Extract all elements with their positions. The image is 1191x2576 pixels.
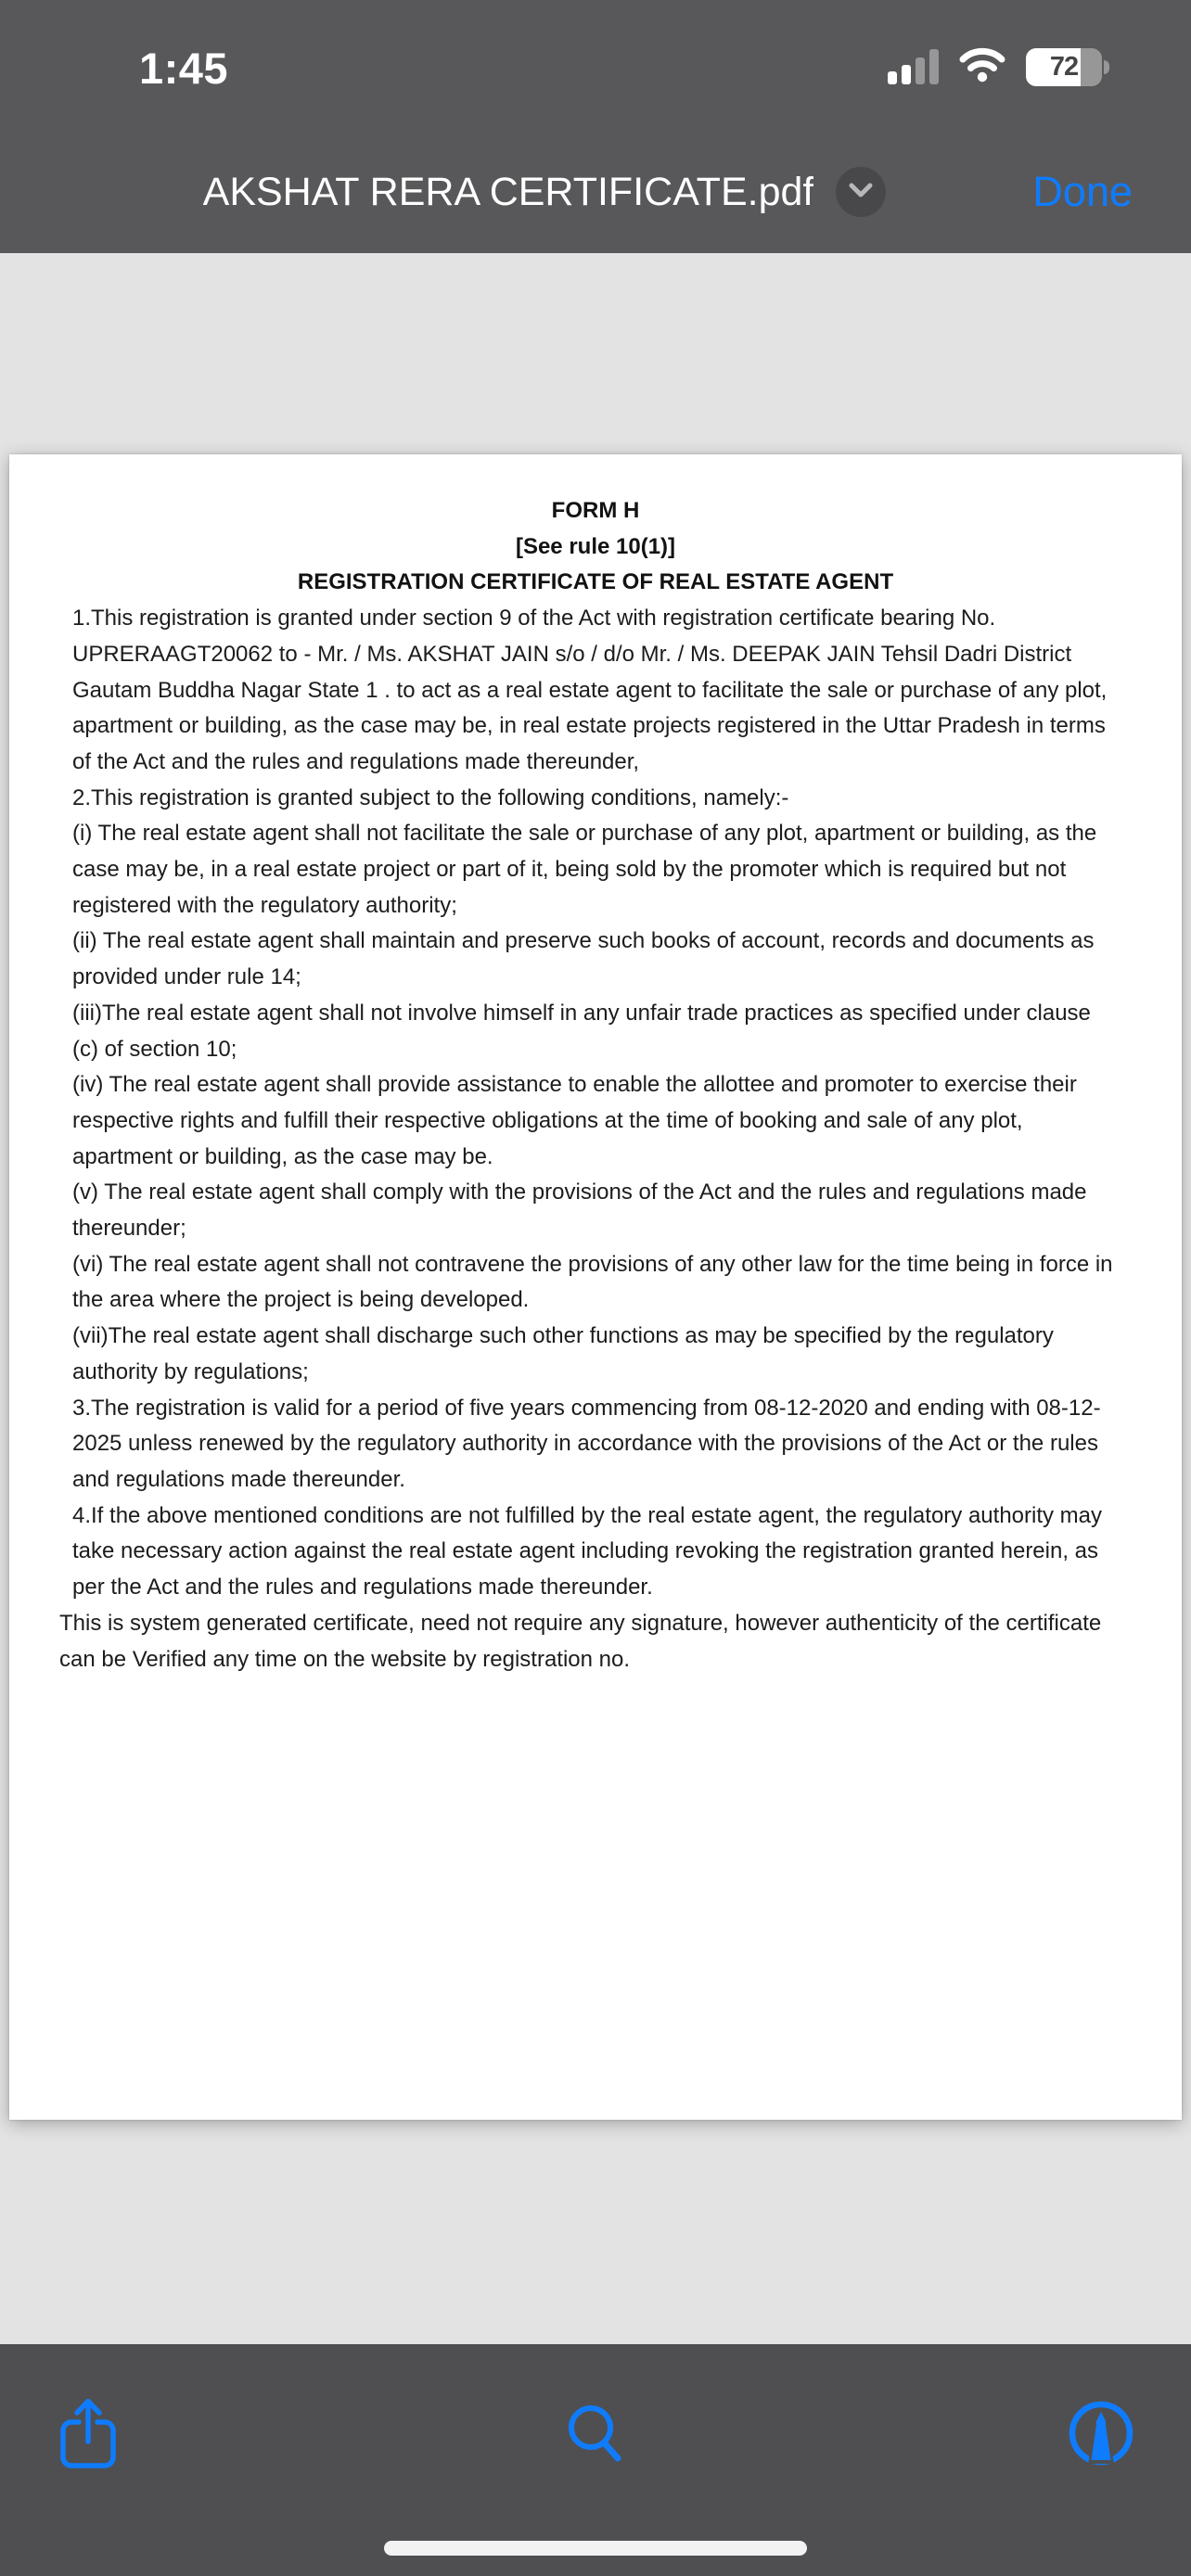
battery-percent: 72 (1049, 51, 1079, 82)
document-scroll-area[interactable] (0, 253, 1191, 2344)
doc-paragraph: (i) The real estate agent shall not facilitate the sale or purchase of any plot, apartment or building, as the case may be, in a real estate project or part of it, being sold by the promoter which is required but not registered with the regulatory authority; (72, 821, 1097, 918)
doc-heading-rule: [See rule 10(1)] (515, 533, 676, 559)
header-bar (0, 0, 1191, 253)
cellular-signal-icon (888, 49, 939, 84)
doc-paragraph: 2.This registration is granted subject to the following conditions, namely:- (72, 784, 789, 810)
search-button[interactable] (544, 2379, 647, 2491)
doc-paragraph: (v) The real estate agent shall comply with the provisions of the Act and the rules and regulations made thereunder; (72, 1180, 1087, 1242)
doc-paragraph: (iii)The real estate agent shall not involve himself in any unfair trade practices as specified under clause (c) of section 10; (72, 1000, 1091, 1062)
doc-paragraph: 3.The registration is valid for a period of five years commencing from 08-12-2020 and ending with 08-12-2025 unless renewed by the regulatory authority in accordance with the provisions of the Act or the rules and regulations made thereunder. (72, 1395, 1101, 1492)
document-title-menu[interactable] (102, 147, 987, 237)
markup-button[interactable] (1050, 2379, 1152, 2491)
doc-paragraph: (vi) The real estate agent shall not contravene the provisions of any other law for the time being in force in the area where the project is being developed. (72, 1251, 1113, 1313)
battery-icon (1026, 48, 1109, 86)
bottom-toolbar (0, 2344, 1191, 2576)
search-icon (563, 2402, 628, 2469)
doc-paragraph: 4.If the above mentioned conditions are not fulfilled by the real estate agent, the regulatory authority may take necessary action against the real estate agent including revoking the registration granted herein, as per the Act and the rules and regulations made thereunder. (72, 1502, 1103, 1600)
doc-paragraph: (vii)The real estate agent shall discharge such other functions as may be specified by the regulatory authority by regulations; (72, 1323, 1054, 1384)
document-title: AKSHAT RERA CERTIFICATE.pdf (202, 169, 814, 214)
doc-heading-certificate: REGISTRATION CERTIFICATE OF REAL ESTATE AGENT (297, 569, 894, 595)
doc-heading-form: FORM H (551, 498, 640, 523)
wifi-icon (959, 47, 1005, 87)
share-icon (58, 2395, 118, 2476)
status-icons (888, 46, 1109, 87)
doc-paragraph: (ii) The real estate agent shall maintain and preserve such books of account, records and documents as provided under rule 14; (72, 928, 1095, 990)
title-menu-button[interactable] (836, 167, 886, 217)
doc-paragraph: 1.This registration is granted under section 9 of the Act with registration certificate bearing No. UPRERAAGT20062 to - Mr. / Ms. AKSHAT JAIN s/o / d/o Mr. / Ms. DEEPAK JAIN Tehsil Dadri District Gautam Buddha Nagar State 1 . to act as a real estate agent to facilitate the sale or purchase of any plot, apartment or building, as the case may be, in real estate projects registered in the Uttar Pradesh in terms of the Act and the rules and regulations made thereunder, (72, 606, 1108, 774)
markup-icon (1067, 2400, 1135, 2471)
pdf-page-text (59, 493, 1132, 1677)
share-button[interactable] (37, 2379, 139, 2491)
status-bar (0, 37, 1191, 96)
doc-footer-note: This is system generated certificate, need not require any signature, however authenticity of the certificate can be Verified any time on the website by registration no. (59, 1610, 1102, 1672)
doc-paragraph: (iv) The real estate agent shall provide assistance to enable the allottee and promoter to exercise their respective rights and fulfill their respective obligations at the time of booking and sale of any plot, apartment or building, as the case may be. (72, 1072, 1077, 1169)
clock-label: 1:45 (139, 44, 229, 93)
battery-cap (1104, 60, 1109, 74)
chevron-down-icon (841, 171, 880, 214)
pdf-page (9, 454, 1182, 2120)
done-button[interactable]: Done (1032, 168, 1133, 215)
home-indicator[interactable] (384, 2541, 807, 2556)
title-bar (0, 147, 1191, 237)
